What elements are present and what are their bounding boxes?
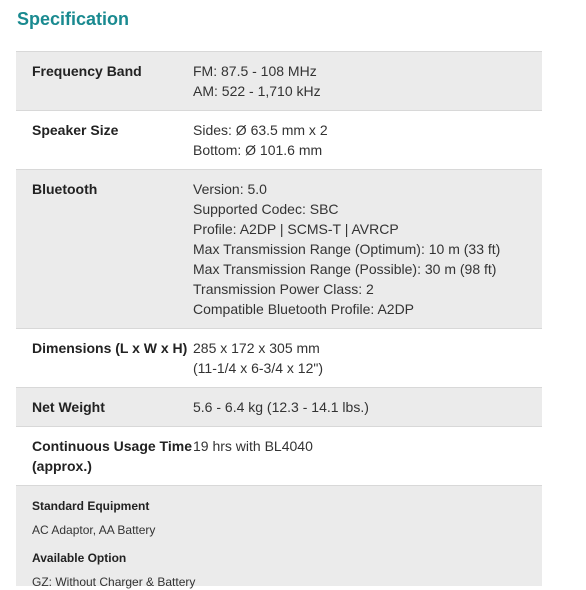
spec-value-line: Max Transmission Range (Possible): 30 m (98 ft) <box>193 261 497 277</box>
available-option-value: GZ: Without Charger & Battery <box>32 575 196 589</box>
available-option-title: Available Option <box>32 551 127 565</box>
spec-value-line: 19 hrs with BL4040 <box>193 438 313 454</box>
spec-label-line: (approx.) <box>32 458 92 474</box>
spec-label <box>16 329 193 387</box>
spec-value-line: FM: 87.5 - 108 MHz <box>193 63 317 79</box>
spec-value <box>193 388 542 426</box>
spec-heading: Specification <box>17 9 130 29</box>
spec-value-line: Version: 5.0 <box>193 181 267 197</box>
spec-value-line: Profile: A2DP | SCMS-T | AVRCP <box>193 221 399 237</box>
spec-value-line: Supported Codec: SBC <box>193 201 339 217</box>
spec-value <box>193 427 542 485</box>
spec-value-line: Max Transmission Range (Optimum): 10 m (33 ft) <box>193 241 501 257</box>
spec-value-line: Transmission Power Class: 2 <box>193 281 374 297</box>
spec-row-net-weight <box>16 388 542 427</box>
spec-label-line: Net Weight <box>32 399 105 415</box>
spec-value-line: (11-1/4 x 6-3/4 x 12") <box>193 360 323 376</box>
spec-label <box>16 170 193 328</box>
spec-table <box>16 51 542 589</box>
spec-value <box>193 329 542 387</box>
spec-value <box>193 170 542 328</box>
spec-value-line: Sides: Ø 63.5 mm x 2 <box>193 122 328 138</box>
spec-label-line: Speaker Size <box>32 122 119 138</box>
spec-row-bluetooth <box>16 170 542 329</box>
spec-label <box>16 427 193 485</box>
spec-value-line: 285 x 172 x 305 mm <box>193 340 320 356</box>
spec-value-line: AM: 522 - 1,710 kHz <box>193 83 321 99</box>
standard-equipment-value: AC Adaptor, AA Battery <box>32 523 156 537</box>
spec-label-line: Dimensions (L x W x H) <box>32 340 188 356</box>
spec-label-line: Continuous Usage Time <box>32 438 192 454</box>
spec-row-speaker-size <box>16 111 542 170</box>
spec-label <box>16 111 193 169</box>
spec-row-frequency-band <box>16 52 542 111</box>
spec-label <box>16 388 193 426</box>
spec-value <box>193 52 542 110</box>
spec-label <box>16 52 193 110</box>
spec-row-usage-time <box>16 427 542 486</box>
spec-label-line: Frequency Band <box>32 63 142 79</box>
equipment-section <box>16 486 542 589</box>
spec-value-line: Compatible Bluetooth Profile: A2DP <box>193 301 415 317</box>
spec-label-line: Bluetooth <box>32 181 98 197</box>
spec-value <box>193 111 542 169</box>
spec-value-line: Bottom: Ø 101.6 mm <box>193 142 323 158</box>
spec-row-dimensions <box>16 329 542 388</box>
standard-equipment-title: Standard Equipment <box>32 499 150 513</box>
spec-value-line: 5.6 - 6.4 kg (12.3 - 14.1 lbs.) <box>193 399 369 415</box>
